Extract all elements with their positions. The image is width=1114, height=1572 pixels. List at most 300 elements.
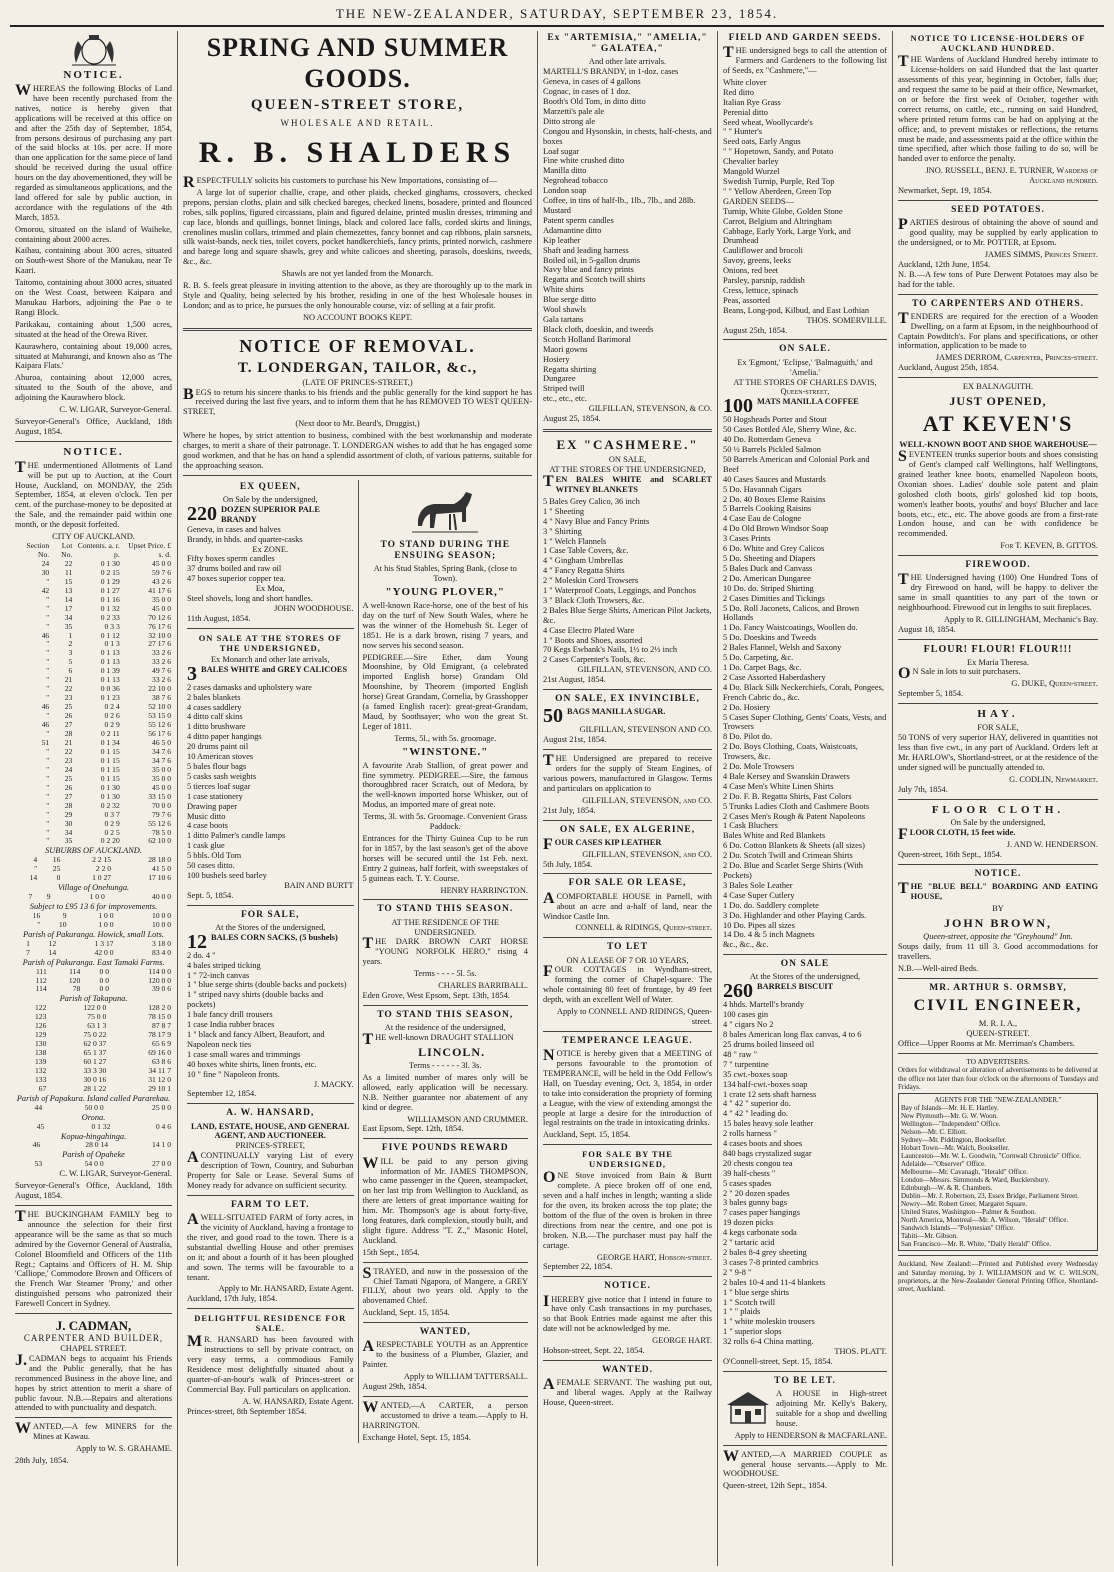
carpenters-date: Auckland, August 25th, 1854. <box>898 363 999 373</box>
table-cell: 14 1 0 <box>152 1140 171 1150</box>
table-cell: 0 2 5 <box>104 827 120 837</box>
norfolk-signer: CHARLES BARRIBALL. <box>438 981 528 991</box>
table-row <box>15 820 172 829</box>
invincible-title: ON SALE, EX INVINCIBLE, <box>555 694 700 705</box>
firewood-body: THE Undersigned having (100) One Hundred Tons of dry Firewood on hand, will be happy to deliver the same in small quantities to any part of the town or neighbourhood. Firewood cut in lengths to suit fireplaces. <box>898 571 1098 613</box>
table-cell: 31 12 0 <box>148 1074 171 1084</box>
list-item: 2 Do. Blue and Scarlet Serge Shirts (With Pockets) <box>723 861 863 880</box>
shalders-shawls: Shawls are not yet landed from the Monarch. <box>281 269 434 279</box>
list-item: Booth's Old Tom, in ditto ditto <box>543 97 646 107</box>
lincoln-place: East Epsom, Sept. 12th, 1854. <box>362 1124 464 1134</box>
list-item: Cabbage, Early York, Large York, and Drumhead <box>723 226 851 246</box>
couple-body: WANTED,—A MARRIED COUPLE as general house servants.—Apply to Mr. WOODHOUSE. <box>723 1447 887 1479</box>
table-cell: " <box>46 693 50 703</box>
norfolk-body: THE DARK BROWN CART HORSE "YOUNG NORFOLK HERO," rising 4 years. <box>362 935 528 967</box>
zone-items <box>187 554 354 584</box>
list-item: 2 Case Assorted Haberdashery <box>723 672 826 682</box>
moa-title: Ex Moa, <box>255 584 285 594</box>
list-item: 4 Case Eau de Cologne <box>723 514 802 524</box>
list-item: 4 " Fancy Regatta Shirts <box>543 566 625 576</box>
removal-title: NOTICE OF REMOVAL. <box>239 335 476 356</box>
table-cell: 10 <box>58 919 67 929</box>
biscuit-num: 260 <box>723 980 753 1003</box>
list-item: 4 " 42 " leading do. <box>723 1109 788 1119</box>
lincoln-name: LINCOLN. <box>418 1044 486 1059</box>
list-item: 50 Cases Bottled Ale, Sherry Wine, &c. <box>723 425 857 435</box>
garden-title: GARDEN SEEDS— <box>723 196 794 206</box>
store-title: QUEEN-STREET STORE, <box>250 97 465 114</box>
table-row <box>15 837 172 846</box>
land-block: Kaurawhero, containing about 19,000 acres, situated at Mahurangi, and known also as 'The Kaipara Flats.' <box>15 341 172 371</box>
cashmere-sub: ON SALE, <box>608 455 647 465</box>
list-item: Mangold Wurzel <box>723 167 780 177</box>
table-cell: 53 15 0 <box>148 711 171 721</box>
table-row <box>15 1160 172 1169</box>
list-item: 2 Do. Mole Trowsers <box>723 762 795 772</box>
lots-group-table <box>15 856 172 883</box>
table-cell: 55 12 6 <box>148 818 171 828</box>
farm-title: FARM TO LET. <box>230 1199 310 1210</box>
table-cell: " <box>46 639 50 649</box>
table-cell: 35 <box>64 621 73 631</box>
hansard-title: A. W. HANSARD, <box>226 1108 315 1119</box>
plover-body: A well-known Race-horse, one of the best of his day on the turf of New South Wales, where he was the winner of the Homebush St. Leger of 1851. He is a dark brown, rising 7 years, and now serves his second season. <box>362 600 528 650</box>
table-cell: 28 1 22 <box>83 1083 107 1093</box>
table-cell: 70 0 0 <box>152 800 171 810</box>
list-item: 1 " blue serge shirts (double backs and pockets) <box>187 980 347 990</box>
table-cell: 14 <box>64 594 73 604</box>
table-row <box>15 649 172 658</box>
table-cell: " <box>46 764 50 774</box>
lots-group-table <box>15 1141 172 1150</box>
royal-crest-icon <box>64 33 124 67</box>
bluebell-body: THE "BLUE BELL" BOARDING AND EATING HOUSE, <box>898 880 1098 902</box>
queen-date: 11th August, 1854. <box>187 613 251 623</box>
potatoes-nb: N. B.—A few tons of Pure Derwent Potatoes may also be had for the table. <box>898 269 1098 289</box>
list-item: 2 Do. American Dungaree <box>723 573 811 583</box>
kevens-body: SEVENTEEN trunks superior boots and shoes consisting of Gent's clamped calf Wellingtons, half Wellingtons, grained leather knee boots, enamelled Napoleon boots, Oxonian shoes. Ladies' double sole patent and plain goloshed cloth boots, girls' goloshed kid top boots, women's leather boots, youths' and boys' Blucher and lace boots, etc., etc., etc. The above goods are from a first-rate London house, and can be with confidence be recommended. <box>898 448 1098 539</box>
cadman-street: CHAPEL STREET. <box>60 1344 127 1354</box>
bluebell-by: BY <box>992 904 1004 914</box>
table-cell: 46 5 0 <box>152 737 171 747</box>
carpenters-body: TENDERS are required for the erection of a Wooden Dwelling, on a farm at Epsom, in the neighbourhood of Captain Powditch's. For plans and specifications, or other information, application to be made to <box>898 309 1098 351</box>
table-cell: 41 17 6 <box>148 585 171 595</box>
table-row <box>15 1123 172 1132</box>
list-item: 4 ditto calf skins <box>187 712 243 722</box>
plover-name: "YOUNG PLOVER," <box>385 586 505 599</box>
table-cell: 0 2 33 <box>100 612 120 622</box>
lots-group-heading: Parish of Pakuranga. East Tamaki Farms. <box>22 957 165 967</box>
land-block: Ahuroa, containing about 12,000 acres, situated to the South of the above, and adjoining the Kaurawhero block. <box>15 373 172 403</box>
list-item: 2 Bales Flannel, Welsh and Saxony <box>723 643 842 653</box>
stove-title: FOR SALE BY THE UNDERSIGNED, <box>582 1149 673 1170</box>
table-cell: 27 17 6 <box>148 639 171 649</box>
bluebell-title: NOTICE. <box>974 869 1022 880</box>
list-item: Dublin—Mr. J. Robertson, 23, Essex Bridge, Parliament Street. <box>901 1192 1079 1201</box>
stove-date: September 22, 1854. <box>543 1262 613 1272</box>
list-item: Coffee, in tins of half-lb., 1lb., 7lb., and 28lb. <box>543 196 696 206</box>
list-item: 5 Bales Grey Calico, 36 inch <box>543 496 640 506</box>
lots-group-table <box>15 968 172 995</box>
list-item: Navy blue and fancy prints <box>543 265 634 275</box>
carter-body: WANTED,—A CARTER, a person accustomed to drive a team.—Apply to H. HARRINGTON. <box>362 1398 528 1430</box>
firewood-date: August 18, 1854. <box>898 624 956 634</box>
list-item: 2 Do. F. B. Regatta Shirts, Fast Colors <box>723 791 852 801</box>
table-cell: 0 1 15 <box>100 764 120 774</box>
biscuit-sub: At the Stores of the undersigned, <box>749 972 861 982</box>
list-item: Cress, lettuce, spinach <box>723 285 798 295</box>
forsale-date: September 12, 1854. <box>187 1089 257 1099</box>
lots-group-heading: Parish of Opaheke <box>62 1150 125 1160</box>
table-cell: 126 <box>34 1021 47 1031</box>
list-item: 1 crate 12 sets shaft harness <box>723 1089 817 1099</box>
list-item: Chevalier barley <box>723 157 779 167</box>
list-item: 1 Case Table Covers, &c. <box>543 546 629 556</box>
list-item: 5 Bales Duck and Canvass <box>723 563 813 573</box>
table-cell: 35 0 0 <box>152 773 171 783</box>
table-cell: 0 1 34 <box>100 737 120 747</box>
cashmere-sub2: AT THE STORES OF THE UNDERSIGNED, <box>549 465 706 475</box>
lots-group-table <box>15 940 172 958</box>
list-item: 2 bales 10-4 and 11-4 blankets <box>723 1277 826 1287</box>
table-cell: 1 0 0 <box>98 919 114 929</box>
davis-sub2: AT THE STORES OF CHARLES DAVIS, Queen-street, <box>733 377 877 397</box>
plover-pedigree: PEDIGREE.—Sire Ether, dam Young Moonshine, by Old Emigrant, (a celebrated imported English horse) Grandam Old Moonshine, by Theorem (imported English horse) Great Grandam, Cornelia, by Grasshopper (a famed English racer): great-great-Grandam, Maud, by Soothsayer; who won the great St. Leger of 1811. <box>362 652 528 731</box>
plover-terms: Terms, 5l., with 5s. groomage. <box>394 733 497 743</box>
table-cell: 25 <box>52 864 61 874</box>
table-cell: 0 3 7 <box>104 809 120 819</box>
carpenters-title: TO CARPENTERS AND OTHERS. <box>911 298 1085 309</box>
list-item: etc., etc., etc. <box>543 394 587 404</box>
table-cell: 45 0 0 <box>152 603 171 613</box>
table-cell: 1 0 0 <box>98 910 114 920</box>
list-item: " " Hopetown, Sandy, and Potato <box>723 147 834 157</box>
list-item: 1 " white moleskin trousers <box>723 1317 815 1327</box>
firewood-title: FIREWOOD. <box>965 560 1031 571</box>
table-cell: " <box>46 818 50 828</box>
table-cell: 128 2 0 <box>148 1003 171 1013</box>
kevens-signer: For T. KEVEN, B. GITTOS. <box>1000 541 1098 551</box>
list-item: 2 Cases Dimities and Tickings <box>723 593 825 603</box>
steam-date: 21st July, 1854. <box>543 805 596 815</box>
table-cell: 111 <box>35 966 47 976</box>
table-cell: 22 10 0 <box>148 684 171 694</box>
table-cell: 23 <box>64 755 73 765</box>
hansard-sub: LAND, ESTATE, HOUSE, AND GENERAL AGENT, AND AUCTIONEER. <box>190 1121 350 1141</box>
list-item: 1 Do. Carpet Bags, &c. <box>723 662 802 672</box>
seeds-signer: THOS. SOMERVILLE. <box>806 315 887 325</box>
list-item: 4 kegs carbonate soda <box>723 1228 797 1238</box>
table-cell: 44 <box>34 1102 43 1112</box>
table-cell: 130 <box>34 1039 47 1049</box>
potatoes-body: PARTIES desirous of obtaining the above of sound and good quality, may be supplied by early application to the undersigned, or to Mr. POTTER, at Epsom. <box>898 216 1098 247</box>
table-cell: 0 1 13 <box>100 657 120 667</box>
stores-line: BALES WHITE and GREY CALICOES <box>201 664 348 674</box>
invincible-signer: GILFILLAN, STEVENSON AND CO. <box>579 725 712 735</box>
list-item: 1 Cask Bluchers <box>723 821 778 831</box>
list-item: 2 " 9-8 " <box>723 1267 752 1277</box>
list-item: 2 bales blankets <box>187 692 241 702</box>
list-item: Sydney—Mr. Piddington, Bookseller. <box>901 1135 1007 1144</box>
table-cell: 43 2 6 <box>152 576 171 586</box>
stand-title: TO STAND DURING THE ENSUING SEASON; <box>380 539 511 561</box>
table-cell: 46 <box>41 720 50 730</box>
stove-signer: GEORGE HART, Hobson-street. <box>596 1252 712 1262</box>
table-row <box>15 766 172 775</box>
lots-group-table <box>15 893 172 902</box>
steam-signer: GILFILLAN, STEVENSON, and CO. <box>582 795 712 805</box>
shalders-noaccount: NO ACCOUNT BOOKS KEPT. <box>302 312 413 322</box>
list-item: 5 Do. Havannah Cigars <box>723 484 802 494</box>
agents-box <box>898 1093 1098 1252</box>
list-item: 2 " tartaric acid <box>723 1238 775 1248</box>
list-item: 1 case stationery <box>187 791 243 801</box>
cashnotice-title: NOTICE. <box>604 1281 651 1292</box>
flour-signer: G. DUKE, Queen-street. <box>1011 679 1098 689</box>
list-item: Wool shawls <box>543 305 586 315</box>
columns <box>10 31 1104 1566</box>
list-item: Bales White and Red Blankets <box>723 831 826 841</box>
strayed-body: STRAYED, and now in the possession of the Chief Tamati Ngapora, of Mangere, a GREY FILLY, about two years old. Apply to the abovenamed Chief. <box>362 1264 528 1306</box>
davis-sub: Ex 'Egmont,' 'Eclipse,' 'Balmaguith,' and 'Amelia.' <box>737 357 873 377</box>
table-cell: 0 1 3 <box>104 639 120 649</box>
table-cell: 9 <box>62 910 67 920</box>
table-cell: " <box>46 666 50 676</box>
lots-group-heading: Parish of Takapuna. <box>59 994 128 1004</box>
forsale-num: 12 <box>187 930 207 953</box>
biscuit-title: ON SALE <box>780 959 830 970</box>
list-item: London soap <box>543 186 587 196</box>
list-item: 4 " cigars No 2 <box>723 1020 774 1030</box>
table-cell: 27 0 0 <box>152 1159 171 1169</box>
list-item: 1 " Welch Flannels <box>543 536 607 546</box>
house-body: A HOUSE in High-street adjoining Mr. Kelly's Bakery, suitable for a shop and dwelling house. <box>776 1389 887 1428</box>
table-cell: " <box>46 791 50 801</box>
table-cell: 62 10 0 <box>148 836 171 846</box>
column-2 <box>178 31 538 1566</box>
list-item: 10 Do. do. Striped Shirting <box>723 583 814 593</box>
biscuit-items <box>723 1000 887 1347</box>
table-cell: 0 1 30 <box>100 558 120 568</box>
table-cell: 75 0 22 <box>83 1030 107 1040</box>
lincoln-terms: Terms - - - - - - 3l. 3s. <box>409 1061 482 1071</box>
artemisia-title: Ex "ARTEMISIA," "AMELIA," " GALATEA," <box>547 33 708 55</box>
notice2-office: Surveyor-General's Office, Auckland, 18th August, 1854. <box>15 1181 172 1201</box>
list-item: 4 Case Men's White Linen Shirts <box>723 781 834 791</box>
table-cell: 54 0 0 <box>84 1159 104 1169</box>
list-item: 4 cases boots and shoes <box>723 1139 803 1149</box>
table-cell: " <box>46 675 50 685</box>
list-item: 5 bales flour bags <box>187 761 247 771</box>
column-2-split <box>183 480 532 1443</box>
table-row <box>15 1141 172 1150</box>
table-cell: 25 0 0 <box>152 1102 171 1112</box>
cadman-sub: CARPENTER AND BUILDER, <box>23 1333 164 1344</box>
table-cell: 34 <box>64 612 73 622</box>
table-cell: 55 12 6 <box>148 720 171 730</box>
table-cell: 33 15 0 <box>148 791 171 801</box>
table-cell: 0 1 13 <box>100 648 120 658</box>
list-item: 39 half-chests " <box>723 1168 776 1178</box>
list-item: 134 half-cwt.-boxes soap <box>723 1079 808 1089</box>
forsale-title: FOR SALE, <box>240 909 300 920</box>
list-item: 3 Cases Prints <box>723 534 771 544</box>
list-item: Newry—Mr. Robert Greer, Margaret Square. <box>901 1200 1028 1209</box>
list-item: 1 " Waterproof Coats, Leggings, and Ponchos <box>543 586 696 596</box>
cashmere-items <box>543 497 712 665</box>
house-illustration-icon <box>723 1389 773 1425</box>
list-item: Swedish Turnip, Purple, Red Top <box>723 176 835 186</box>
list-item: " " Yellow Aberdeen, Green Top <box>723 186 832 196</box>
temperance-title: TEMPERANCE LEAGUE. <box>562 1035 693 1046</box>
list-item: 3 Do. Highlander and other Playing Cards. <box>723 910 867 920</box>
tolet-apply: Apply to CONNELL AND RIDINGS, Queen-street. <box>556 1007 712 1026</box>
table-row <box>15 685 172 694</box>
residence-title: DELIGHTFUL RESIDENCE FOR SALE. <box>194 1313 347 1334</box>
stores-signer: BAIN AND BURTT <box>284 880 354 890</box>
table-row <box>15 940 172 949</box>
notice1-office: Surveyor-General's Office, Auckland, 18th August, 1854. <box>15 416 172 436</box>
table-cell: 26 <box>64 782 73 792</box>
column-2-right <box>358 480 533 1443</box>
table-cell: " <box>46 773 50 783</box>
list-item: 4 hhds. Martell's brandy <box>723 1000 805 1010</box>
list-item: 19 dozen picks <box>723 1218 774 1228</box>
list-item: Seed oats, Early Angus <box>723 137 801 147</box>
youth-body: ARESPECTABLE YOUTH as an Apprentice to the business of a Plumber, Glazier, and Painter. <box>362 1338 528 1370</box>
table-cell: 11 <box>65 567 73 577</box>
list-item: 20 drums paint oil <box>187 742 249 752</box>
list-item: Launceston—Mr. W. L. Goodwin, "Cornwall Chronicle" Office. <box>901 1151 1081 1160</box>
cashnotice-signer: GEORGE HART. <box>652 1336 712 1346</box>
table-cell: 10 0 0 <box>152 919 171 929</box>
table-cell: 78 17 9 <box>148 1030 171 1040</box>
forsale-items <box>187 951 354 1080</box>
list-item: Onions, red beet <box>723 266 779 276</box>
ormsby-title: CIVIL ENGINEER, <box>913 997 1083 1015</box>
cashmere-date: 21st August, 1854. <box>543 675 606 685</box>
bluebell-place: Queen-street, opposite the "Greyhound" Inn. <box>923 932 1073 942</box>
table-cell: 0 1 32 <box>100 603 120 613</box>
hay-sub: FOR SALE, <box>977 723 1019 733</box>
table-cell: 0 2 20 <box>100 836 120 846</box>
spring-title: SPRING AND SUMMER GOODS. <box>206 33 509 93</box>
licence-title: NOTICE TO LICENSE-HOLDERS OF AUCKLAND HUNDRED. <box>910 33 1086 54</box>
list-item: 15 bales heavy sole leather <box>723 1119 814 1129</box>
queen-items <box>187 525 354 545</box>
list-item: 7 cases paper hangings <box>723 1208 800 1218</box>
list-item: 5 Barrels Cooking Raisins <box>723 504 812 514</box>
residence-body: MR. HANSARD has been favoured with instructions to sell by private contract, on very easy terms, a commodious Family Residence most delightfully situated about a quarter-of-an-hour's walk of Princes-street or Commercial Bay. Full particulars on application. <box>187 1333 354 1394</box>
list-item: Wellington—"Independent" Office. <box>901 1119 1001 1128</box>
flour-date: September 5, 1854. <box>898 689 964 699</box>
table-row <box>15 985 172 994</box>
forsale-signer: J. MACKY. <box>313 1079 354 1089</box>
list-item: 2 Do. Hosiery <box>723 702 771 712</box>
table-cell: 46 <box>41 702 50 712</box>
list-item: Cognac, in cases of 1 doz. <box>543 87 631 97</box>
table-cell: 123 <box>34 1012 47 1022</box>
list-item: 100 cases gin <box>723 1010 769 1020</box>
column-2-left <box>183 480 358 1443</box>
table-cell: 62 0 37 <box>83 1039 107 1049</box>
reward-date: 15th Sept., 1854. <box>362 1247 420 1257</box>
table-cell: 40 0 0 <box>152 892 171 902</box>
list-item: 2 bales 8-4 grey sheeting <box>723 1248 807 1258</box>
table-row <box>15 730 172 739</box>
table-cell: 17 <box>64 603 73 613</box>
table-cell: 9 <box>46 892 51 902</box>
list-item: 50 Hogsheads Porter and Stout <box>723 415 827 425</box>
list-item: 14 Do. 4 & 5 inch Magnets <box>723 930 815 940</box>
list-item: 2 Bales Blue Serge Shirts, American Pilot Jackets, &c. <box>543 605 712 625</box>
table-cell: 112 <box>35 975 47 985</box>
residence-date: Princes-street, 8th September 1854. <box>187 1406 307 1416</box>
table-cell: 78 <box>72 984 81 994</box>
table-cell: 0 2 11 <box>101 729 120 739</box>
list-item: Ditto strong ale <box>543 116 596 126</box>
cashmere-line: TEN BALES WHITE and SCARLET WITNEY BLANKETS <box>543 473 712 494</box>
table-cell: 63 8 6 <box>152 1057 171 1067</box>
stores-sub: Ex Monarch and other late arrivals, <box>210 654 330 664</box>
table-cell: 0 1 12 <box>100 630 120 640</box>
list-item: Carrot, Belgium and Altringham <box>723 216 832 226</box>
table-cell: 24 <box>64 764 73 774</box>
list-item: Scotch Holland Barimoral <box>543 334 631 344</box>
table-cell: 10 0 0 <box>152 910 171 920</box>
list-item: 1 cask glue <box>187 841 225 851</box>
zone-title: Ex ZONE. <box>252 544 289 554</box>
list-item: Brandy, in hhds. and quarter-casks <box>187 534 303 544</box>
licence-signers: JNO. RUSSELL, BENJ. E. TURNER, Wardens of Auckland hundred. <box>925 166 1098 186</box>
table-cell: " <box>46 711 50 721</box>
column-3 <box>538 31 718 1566</box>
table-cell: 24 <box>41 558 50 568</box>
notice1-signer: C. W. LIGAR, Surveyor-General. <box>59 405 172 415</box>
hay-date: July 7th, 1854. <box>898 784 948 794</box>
table-cell: 16 <box>32 910 41 920</box>
table-row <box>15 802 172 811</box>
table-cell: 51 <box>41 737 50 747</box>
list-item: Hobart Town—Mr. Walch, Bookseller. <box>901 1143 1010 1152</box>
list-item: Loaf sugar <box>543 146 580 156</box>
table-cell: 0 1 23 <box>100 693 120 703</box>
table-cell: " <box>46 648 50 658</box>
list-item: 5 bbls. Old Tom <box>187 851 242 861</box>
list-item: 10 American stoves <box>187 752 254 762</box>
notice1-body: WHEREAS the following Blocks of Land have been recently purchased from the natives, notice is hereby given that applications will be received at this office on and after the 25th day of September, 1854, from persons desirous of purchasing any part of the said blocks at 10s. per acre. If more than one application for the same piece of land should be received during the usual office hours on the day abovementioned, they will be regarded as simultaneous applications, and the land offered for sale by public auction, in accordance with the regulations of the 4th March, 1853. <box>15 81 172 222</box>
table-cell: 139 <box>34 1057 47 1067</box>
table-cell: 34 11 7 <box>148 1066 171 1075</box>
table-cell: 28 0 14 <box>85 1140 109 1150</box>
lots-extra <box>15 846 172 1169</box>
table-row <box>15 569 172 578</box>
list-item: 40 Do. Rotterdam Geneva <box>723 435 811 445</box>
wholesale: WHOLESALE AND RETAIL. <box>280 118 435 129</box>
list-item: 4 case boots <box>187 821 228 831</box>
list-item: Parsley, parsnip, raddish <box>723 276 805 286</box>
list-item: Kip leather <box>543 235 581 245</box>
list-item: Blue serge ditto <box>543 295 596 305</box>
list-item: Hosiery <box>543 354 570 364</box>
norfolk-place: Eden Grove, West Epsom, Sept. 13th, 1854. <box>362 990 510 1000</box>
agents-items <box>901 1104 1095 1249</box>
table-cell: 0 <box>56 873 61 883</box>
lots-header: Upset Price. £ s. d. <box>128 541 171 559</box>
cashnotice-body: IHEREBY give notice that I intend in future to have only Cash transactions in my purchases, so that Book Entries made against me after this date will not be acknowledged by me. <box>543 1292 712 1334</box>
list-item: 1 " Scotch twill <box>723 1297 776 1307</box>
list-item: 2 Do. Boys Clothing, Coats, Waistcoats, Trowsers, &c. <box>723 742 858 762</box>
